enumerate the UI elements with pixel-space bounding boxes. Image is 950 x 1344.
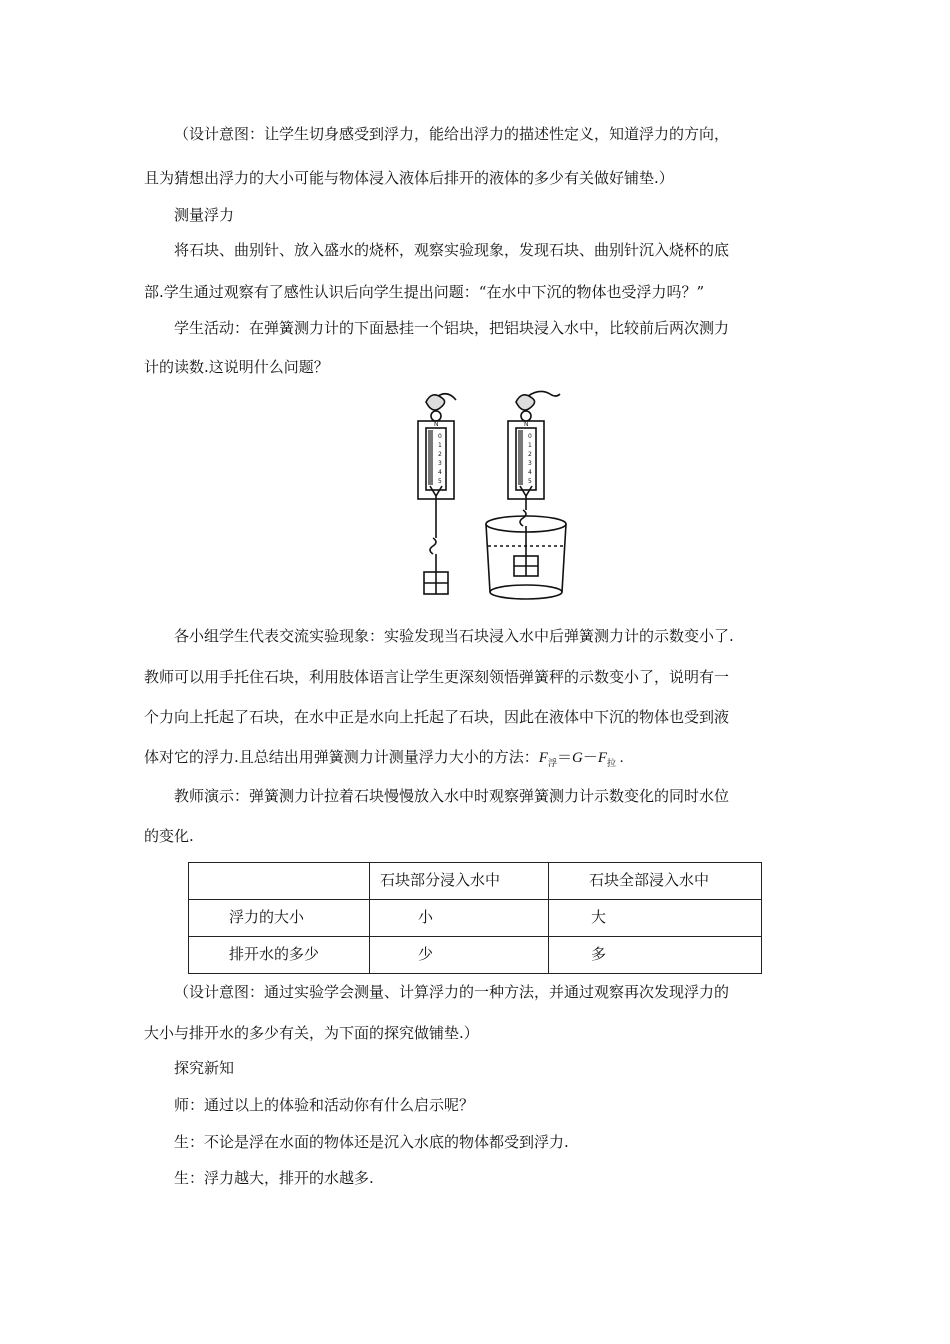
design-intent-2-line1: （设计意图：通过实验学会测量、计算浮力的一种方法，并通过观察再次发现浮力的 xyxy=(174,983,730,1001)
scale-letter-left: N xyxy=(434,421,439,428)
para-stone-line1: 将石块、曲别针、放入盛水的烧杯，观察实验现象，发现石块、曲别针沉入烧杯的底 xyxy=(174,241,730,259)
dialogue-student-1: 生：不论是浮在水面的物体还是沉入水底的物体都受到浮力. xyxy=(174,1133,569,1151)
para-demo-line2: 的变化. xyxy=(144,827,194,845)
svg-text:0: 0 xyxy=(438,433,442,440)
svg-text:1: 1 xyxy=(528,442,532,449)
svg-text:4: 4 xyxy=(438,469,442,476)
para-result-line2: 教师可以用手托住石块，利用肢体语言让学生更深刻领悟弹簧秤的示数变小了，说明有一 xyxy=(144,668,730,686)
para-stone-line2: 部.学生通过观察有了感性认识后向学生提出问题：“在水中下沉的物体也受浮力吗？” xyxy=(144,283,705,301)
design-intent-1-line2: 且为猜想出浮力的大小可能与物体浸入液体后排开的液体的多少有关做好铺垫.） xyxy=(144,169,674,187)
table-row: 浮力的大小 小 大 xyxy=(189,900,762,937)
scale-letter-right: N xyxy=(524,421,529,428)
spring-scale-figure xyxy=(408,388,568,606)
section-heading-explore: 探究新知 xyxy=(174,1059,235,1077)
svg-text:0: 0 xyxy=(528,433,532,440)
svg-text:3: 3 xyxy=(528,460,532,467)
para-demo-line1: 教师演示：弹簧测力计拉着石块慢慢放入水中时观察弹簧测力计示数变化的同时水位 xyxy=(174,787,730,805)
svg-text:3: 3 xyxy=(438,460,442,467)
design-intent-1-line1: （设计意图：让学生切身感受到浮力，能给出浮力的描述性定义，知道浮力的方向， xyxy=(174,125,730,143)
table-header: 石块部分浸入水中 xyxy=(380,871,501,889)
svg-text:5: 5 xyxy=(528,478,532,485)
dialogue-teacher: 师：通过以上的体验和活动你有什么启示呢？ xyxy=(174,1096,475,1114)
svg-text:4: 4 xyxy=(528,469,532,476)
design-intent-2-line2: 大小与排开水的多少有关，为下面的探究做铺垫.） xyxy=(144,1024,479,1042)
table-row: 排开水的多少 少 多 xyxy=(189,937,762,974)
table-header-row xyxy=(189,863,762,900)
para-result-line1: 各小组学生代表交流实验现象：实验发现当石块浸入水中后弹簧测力计的示数变小了. xyxy=(174,627,734,645)
para-activity-line2: 计的读数.这说明什么问题？ xyxy=(144,358,329,376)
table-header: 石块全部浸入水中 xyxy=(589,871,710,889)
svg-text:2: 2 xyxy=(528,451,532,458)
para-activity-line1: 学生活动：在弹簧测力计的下面悬挂一个铝块，把铝块浸入水中，比较前后两次测力 xyxy=(174,319,730,337)
dialogue-student-2: 生：浮力越大，排开的水越多. xyxy=(174,1169,374,1187)
svg-text:2: 2 xyxy=(438,451,442,458)
section-heading-measure-buoyancy: 测量浮力 xyxy=(174,206,235,224)
svg-text:5: 5 xyxy=(438,478,442,485)
svg-text:1: 1 xyxy=(438,442,442,449)
buoyancy-formula: $F_浮=G-F_拉$ . xyxy=(538,750,624,768)
para-result-line3: 个力向上托起了石块，在水中正是水向上托起了石块，因此在液体中下沉的物体也受到液 xyxy=(144,708,730,726)
buoyancy-comparison-table xyxy=(188,862,762,974)
para-result-line4: 体对它的浮力.且总结出用弹簧测力计测量浮力大小的方法：$F_浮=G-F_拉$ . xyxy=(144,748,624,768)
